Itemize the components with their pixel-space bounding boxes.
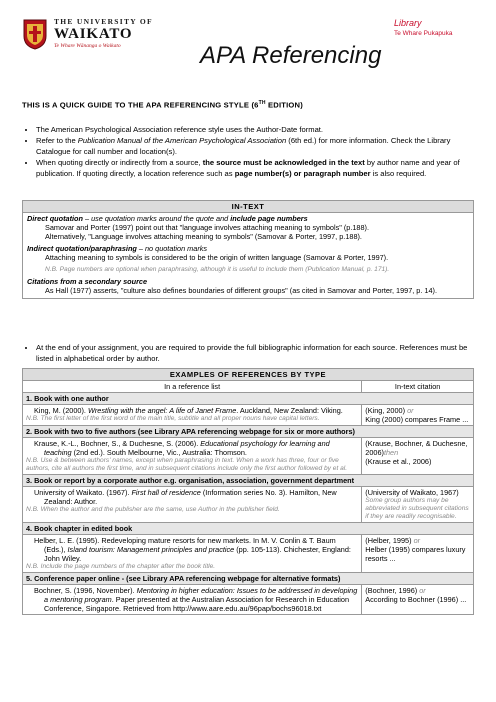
- examples-table: [22, 368, 474, 615]
- col-reference-list: In a reference list: [23, 381, 362, 393]
- indirect-example: Attaching meaning to symbols is considered to be the origin of written language (Samovar & Porter, 1997).: [45, 253, 389, 262]
- example-title: 5. Conference paper online - (see Library APA referencing webpage for alternative formats): [23, 573, 474, 585]
- university-name: WAIKATO: [54, 26, 133, 42]
- reference-text: Helber, L. E. (1995). Redeveloping mature resorts for new markets. In M. V. Conlin & T. Baum (Eds.), Island tourism: Management principles and practice (pp. 105-113). Chichester, England: John Wiley.: [34, 536, 351, 563]
- citation-connector: then: [383, 448, 399, 457]
- intext-citation: [362, 438, 474, 475]
- citation-alternative: Helber (1995) compares luxury resorts ...: [365, 545, 466, 563]
- table-row: [23, 487, 474, 523]
- indirect-note: N.B. Page numbers are optional when paraphrasing, although it is useful to include them (Publication Manual, p. 171).: [45, 266, 390, 273]
- reference-text: Bochner, S. (1996, November). Mentoring in higher education: Issues to be addressed in developing a mentoring program. Paper presented at the Australian Association for Research in Education Conference, Singapore. Retrieved from http://www.aare.edu.au/96pap/bochs96018.txt: [34, 586, 358, 613]
- bullet-reference-list: • At the end of your assignment, you are required to provide the full bibliographic information for each source. References must be listed in alphabetical order by author.: [36, 342, 486, 364]
- secondary-source-title: Citations from a secondary source: [27, 277, 148, 286]
- reference-entry: [23, 535, 362, 573]
- reference-note: N.B. Include the page numbers of the chapter after the book title.: [26, 563, 216, 570]
- quick-guide-heading: THIS IS A QUICK GUIDE TO THE APA REFERENCING STYLE (6TH EDITION): [22, 100, 303, 110]
- citation-primary: (Krause, Bochner, & Duchesne, 2006): [365, 439, 468, 457]
- reference-entry: [23, 405, 362, 426]
- citation-connector: or: [407, 406, 414, 415]
- secondary-example: As Hall (1977) asserts, "culture also defines boundaries of different groups" (as cited in Samovar and Porter, 1997, p. 14).: [45, 286, 437, 295]
- intext-citation: [362, 405, 474, 426]
- university-maori-name: Te Whare Wānanga o Waikato: [54, 43, 121, 49]
- direct-example-2: Alternatively, "Language involves attaching meaning to symbols" (Samovar & Porter, 1997, p.188).: [45, 232, 362, 241]
- intext-header: IN-TEXT: [23, 201, 474, 213]
- intro-bullets: [22, 124, 486, 179]
- citation-connector: or: [413, 536, 421, 545]
- reference-entry: [23, 438, 362, 475]
- intext-citation: [362, 487, 474, 523]
- example-title: 4. Book chapter in edited book: [23, 523, 474, 535]
- reference-entry: [23, 487, 362, 523]
- intext-body: [23, 213, 474, 299]
- end-bullets: [22, 342, 486, 364]
- reference-entry: [23, 585, 362, 615]
- university-name-top: THE UNIVERSITY OF: [54, 17, 153, 26]
- reference-text: King, M. (2000). Wrestling with the angel: A life of Janet Frame. Auckland, New Zealand: Viking.: [34, 406, 343, 415]
- reference-note: N.B. Use & between authors' names, except when paraphrasing in text. When a work has three, four or five authors, cite all authors the first time, and in subsequent citations include only the first author followed by et al.: [26, 457, 348, 472]
- table-row: [23, 438, 474, 475]
- reference-text: Krause, K.-L., Bochner, S., & Duchesne, S. (2006). Educational psychology for learning and teaching (2nd ed.). South Melbourne, Vic., Australia: Thomson.: [34, 439, 330, 457]
- intext-table: [22, 200, 474, 299]
- citation-alternative: According to Bochner (1996) ...: [365, 595, 467, 604]
- table-row: [23, 535, 474, 573]
- example-title: 1. Book with one author: [23, 393, 474, 405]
- examples-header: EXAMPLES OF REFERENCES BY TYPE: [23, 369, 474, 381]
- citation-primary: (King, 2000): [365, 406, 408, 415]
- example-title: 3. Book or report by a corporate author e.g. organisation, association, government department: [23, 475, 474, 487]
- page-title: APA Referencing: [200, 42, 382, 69]
- citation-primary: (Bochner, 1996): [365, 586, 420, 595]
- direct-example-1: Samovar and Porter (1997) point out that "language involves attaching meaning to symbols" (p.188).: [45, 223, 369, 232]
- citation-primary: (Helber, 1995): [365, 536, 414, 545]
- bullet-author-date: • The American Psychological Association reference style uses the Author-Date format.: [36, 124, 486, 135]
- university-crest-icon: [22, 18, 48, 50]
- intext-citation: [362, 585, 474, 615]
- indirect-quotation-title: Indirect quotation/paraphrasing – no quotation marks: [27, 244, 208, 253]
- citation-primary: (University of Waikato, 1967): [365, 488, 459, 497]
- citation-alternative: King (2000) compares Frame ...: [365, 415, 469, 424]
- table-row: [23, 585, 474, 615]
- library-maori-label: Te Whare Pukapuka: [394, 30, 453, 37]
- direct-quotation-title: Direct quotation – use quotation marks around the quote and include page numbers: [27, 214, 308, 223]
- citation-connector: or: [419, 586, 426, 595]
- reference-text: University of Waikato. (1967). First hall of residence (Information series No. 3). Hamilton, New Zealand: Author.: [34, 488, 337, 506]
- bullet-publication-manual: • Refer to the Publication Manual of the American Psychological Association (6th ed.) for more information. Check the Library Catalogue for call number and location(s).: [36, 135, 486, 157]
- bullet-acknowledge-source: • When quoting directly or indirectly from a source, the source must be acknowledged in the text by author name and year of publication. If quoting directly, a location reference such as page number(s) or paragraph number is also required.: [36, 157, 486, 179]
- library-label: Library: [394, 18, 422, 28]
- example-title: 2. Book with two to five authors (see Library APA referencing webpage for six or more authors): [23, 426, 474, 438]
- intext-citation: [362, 535, 474, 573]
- table-row: [23, 405, 474, 426]
- reference-note: N.B. The first letter of the first word of the main title, subtitle and all proper nouns have capital letters.: [26, 415, 320, 422]
- col-intext-citation: In-text citation: [362, 381, 474, 393]
- citation-alternative: (Krause et al., 2006): [365, 457, 432, 466]
- citation-note: Some group authors may be abbreviated in subsequent citations if they are readily recognisable.: [365, 497, 469, 520]
- reference-note: N.B. When the author and the publisher are the same, use Author in the publisher field.: [26, 506, 280, 513]
